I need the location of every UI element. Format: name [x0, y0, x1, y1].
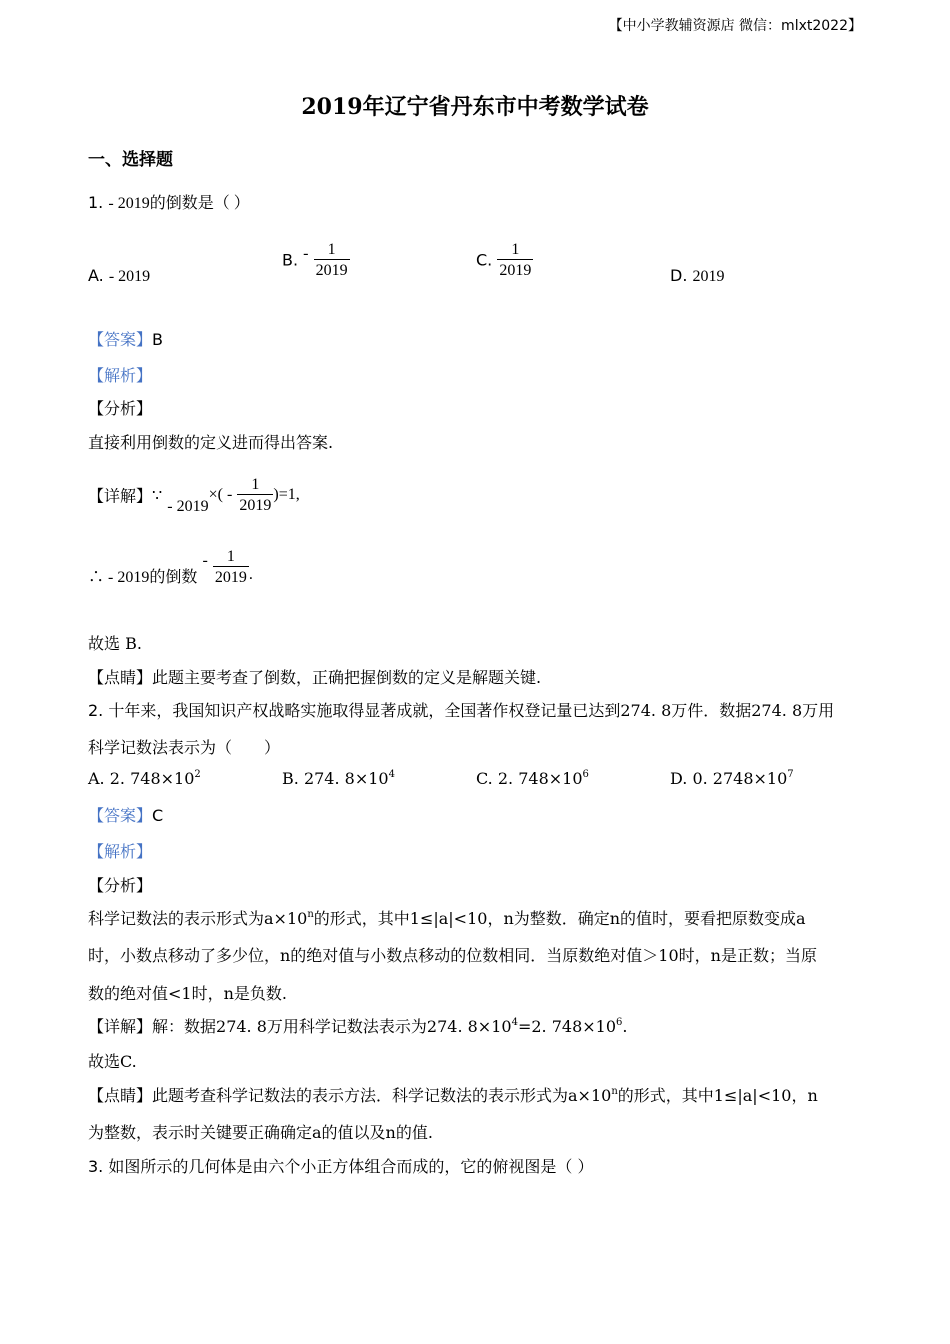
fraction-denominator: 2019	[237, 494, 273, 515]
minus-sign: -	[303, 245, 309, 263]
option-label: A.	[88, 266, 104, 285]
dianjing-line2: 为整数，表示时关键要正确确定a的值以及n的值.	[88, 1123, 433, 1142]
choose-line: 故选 B.	[88, 634, 142, 653]
because-symbol: ∵	[152, 485, 163, 505]
question-3	[88, 1154, 593, 1177]
option-exponent: 7	[787, 769, 794, 780]
dianjing-tag: 【点睛】	[88, 1086, 153, 1105]
option-label: A.	[88, 769, 105, 788]
fraction	[237, 475, 273, 515]
fenxi-text: 的形式，其中1≤|a|<10，n为整数．确定n的值时，要看把原数变成a	[313, 909, 806, 928]
detail-line	[88, 1014, 627, 1037]
dianjing-line	[88, 665, 541, 688]
dianjing-text: 的形式，其中1≤|a|<10，n	[617, 1086, 818, 1105]
answer-value: C	[152, 806, 164, 825]
fenxi-text: 科学记数法的表示形式为a×10	[88, 909, 308, 928]
question-2	[88, 698, 834, 721]
detail-operator: ×( -	[208, 486, 233, 504]
dianjing-line1	[88, 1083, 818, 1106]
fenxi-line1	[88, 906, 806, 929]
question-stem-line1: 十年来，我国知识产权战略实施取得显著成就，全国著作权登记量已达到274. 8万件．数据274. 8万用	[108, 701, 835, 720]
answer-line	[88, 327, 163, 350]
answer-tag: 【答案】	[88, 806, 153, 825]
option-exponent: 4	[388, 769, 395, 780]
question-1	[88, 190, 250, 213]
option-label: B.	[282, 250, 299, 270]
option-label: D.	[670, 266, 688, 285]
detail-text: =2. 748×10	[517, 1017, 617, 1036]
fraction	[497, 240, 533, 280]
fraction-numerator: 1	[251, 476, 260, 493]
section-heading: 一、选择题	[88, 150, 173, 170]
dianjing-text: 此题考查科学记数法的表示方法．科学记数法的表示形式为a×10	[152, 1086, 612, 1105]
option-a	[88, 266, 150, 286]
answer-value: B	[152, 330, 163, 349]
detail-text: 解：数据274. 8万用科学记数法表示为274. 8×10	[152, 1017, 512, 1036]
period: .	[622, 1017, 628, 1036]
exponent: 4	[511, 1017, 518, 1028]
option-text: - 2019	[108, 268, 151, 285]
fenxi-tag: 【分析】	[88, 876, 153, 895]
page-title: 2019年辽宁省丹东市中考数学试卷	[301, 94, 649, 120]
period: .	[248, 566, 253, 584]
option-b	[282, 769, 395, 788]
detail-tag: 【详解】	[88, 486, 153, 506]
option-text: 2. 748×10	[497, 769, 583, 788]
question-stem-line2: 科学记数法表示为（ ）	[88, 738, 281, 757]
option-text: 2. 748×10	[109, 769, 195, 788]
therefore-line	[88, 547, 253, 587]
fraction	[213, 547, 249, 587]
question-number: 1.	[88, 193, 104, 212]
fraction	[314, 240, 350, 280]
question-stem: - 2019的倒数是（ ）	[108, 195, 250, 212]
question-number: 3.	[88, 1157, 104, 1176]
dianjing-text: 此题主要考查了倒数，正确把握倒数的定义是解题关键.	[152, 668, 542, 687]
detail-line	[88, 475, 300, 515]
option-label: B.	[282, 769, 299, 788]
fraction-numerator: 1	[511, 241, 520, 258]
option-c	[476, 769, 589, 788]
analysis-tag: 【解析】	[88, 842, 153, 861]
option-d	[670, 266, 725, 286]
answer-tag: 【答案】	[88, 330, 153, 349]
fenxi-line2: 时，小数点移动了多少位，n的绝对值与小数点移动的位数相同．当原数绝对值＞10时，n是正数；当原	[88, 946, 817, 965]
exponent: 6	[616, 1017, 623, 1028]
analysis-tag: 【解析】	[88, 366, 153, 385]
answer-line	[88, 803, 163, 826]
fenxi-text: 直接利用倒数的定义进而得出答案.	[88, 433, 334, 452]
fraction-numerator: 1	[327, 241, 336, 258]
exponent: n	[307, 909, 314, 920]
option-d	[670, 769, 794, 788]
detail-result: )=1,	[273, 486, 300, 504]
fraction-denominator: 2019	[497, 259, 533, 280]
option-b	[282, 240, 350, 280]
fraction-numerator: 1	[226, 548, 235, 565]
choose-line: 故选C.	[88, 1052, 137, 1071]
question-stem: 如图所示的几何体是由六个小正方体组合而成的，它的俯视图是（ ）	[108, 1157, 594, 1176]
option-a	[88, 769, 201, 788]
option-label: C.	[476, 250, 493, 270]
fenxi-line3: 数的绝对值<1时，n是负数.	[88, 984, 287, 1003]
therefore-text: ∴ - 2019的倒数	[88, 568, 198, 586]
option-label: D.	[670, 769, 688, 788]
question-number: 2.	[88, 701, 104, 720]
minus-sign: -	[202, 552, 208, 570]
option-exponent: 6	[582, 769, 589, 780]
detail-term: - 2019	[167, 498, 209, 516]
fraction-denominator: 2019	[213, 566, 249, 587]
fenxi-tag: 【分析】	[88, 399, 153, 418]
option-c	[476, 240, 533, 280]
option-label: C.	[476, 769, 493, 788]
option-exponent: 2	[194, 769, 201, 780]
fraction-denominator: 2019	[314, 259, 350, 280]
option-text: 274. 8×10	[303, 769, 389, 788]
detail-tag: 【详解】	[88, 1017, 153, 1036]
exponent: n	[611, 1086, 618, 1097]
header-watermark: 【中小学教辅资源店 微信：mlxt2022】	[608, 18, 862, 34]
option-text: 0. 2748×10	[692, 769, 788, 788]
option-text: 2019	[692, 268, 725, 285]
dianjing-tag: 【点睛】	[88, 668, 153, 687]
